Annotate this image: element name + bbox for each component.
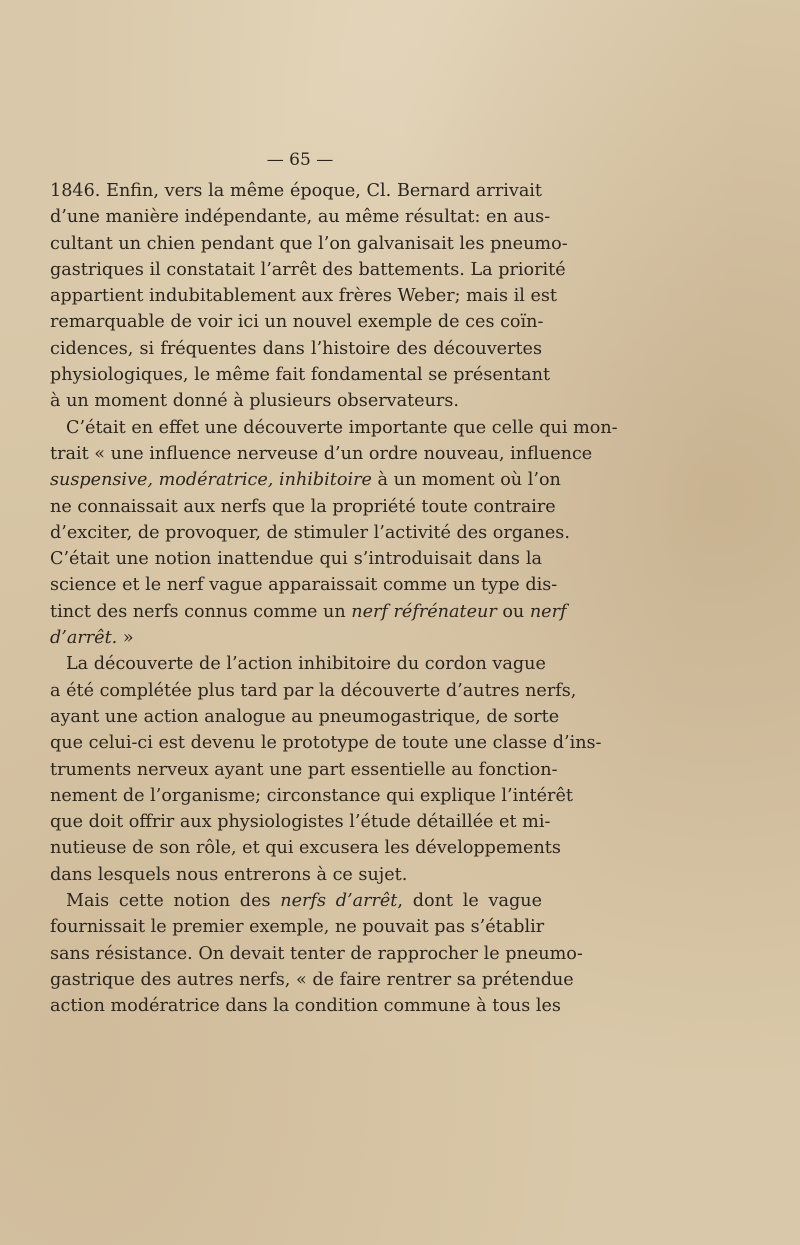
text-line: à un moment donné à plusieurs observateurs. xyxy=(50,391,459,412)
text-line: action modératrice dans la condition commune à tous les xyxy=(50,996,561,1017)
text-line: d’une manière indépendante, au même résultat: en aus- xyxy=(50,207,551,228)
text-line: remarquable de voir ici un nouvel exemple de ces coïn- xyxy=(50,312,544,333)
body-text xyxy=(50,178,618,1020)
text-line: dans lesquels nous entrerons à ce sujet. xyxy=(50,864,408,885)
text-line: gastrique des autres nerfs, « de faire rentrer sa prétendue xyxy=(50,969,574,990)
text-line xyxy=(50,467,561,493)
italic-phrase: nerfs d’arrêt xyxy=(280,891,398,912)
text-line: d’exciter, de provoquer, de stimuler l’activité des organes. xyxy=(50,522,570,543)
text-line: cultant un chien pendant que l’on galvanisait les pneumo- xyxy=(50,233,568,254)
text-line: ayant une action analogue au pneumogastrique, de sorte xyxy=(50,706,560,727)
italic-phrase: nerf xyxy=(529,601,567,622)
text-line xyxy=(50,599,567,625)
text-line: trait « une influence nerveuse d’un ordre nouveau, influence xyxy=(50,443,593,464)
text-fragment: , dont le vague xyxy=(397,891,542,912)
text-fragment: ou xyxy=(496,601,530,622)
text-line: sans résistance. On devait tenter de rapprocher le pneumo- xyxy=(50,943,583,964)
italic-phrase: nerf réfrénateur xyxy=(351,601,497,622)
text-line: ne connaissait aux nerfs que la propriété toute contraire xyxy=(50,496,556,517)
text-line: cidences, si fréquentes dans l’histoire des découvertes xyxy=(50,338,542,359)
text-line xyxy=(50,888,542,914)
text-line: C’était en effet une découverte importante que celle qui mon- xyxy=(66,417,618,438)
text-fragment: à un moment où l’on xyxy=(371,470,561,491)
page-number: — 65 — xyxy=(266,150,334,170)
text-line: nement de l’organisme; circonstance qui explique l’intérêt xyxy=(50,785,573,806)
text-line: que doit offrir aux physiologistes l’étude détaillée et mi- xyxy=(50,812,551,833)
italic-phrase: suspensive, modératrice, inhibitoire xyxy=(50,470,372,491)
text-line: science et le nerf vague apparaissait comme un type dis- xyxy=(50,575,558,596)
text-line xyxy=(50,625,542,651)
text-line: physiologiques, le même fait fondamental se présentant xyxy=(50,365,551,386)
text-line: appartient indubitablement aux frères Weber; mais il est xyxy=(50,286,557,307)
text-line: fournissait le premier exemple, ne pouvait pas s’établir xyxy=(50,917,545,938)
text-fragment: » xyxy=(117,628,134,649)
text-line: La découverte de l’action inhibitoire du cordon vague xyxy=(66,654,546,675)
text-line: a été complétée plus tard par la découverte d’autres nerfs, xyxy=(50,680,577,701)
italic-phrase: d’arrêt. xyxy=(50,628,118,649)
text-line: 1846. Enfin, vers la même époque, Cl. Bernard arrivait xyxy=(50,181,542,201)
text-line: que celui-ci est devenu le prototype de toute une classe d’ins- xyxy=(50,733,602,754)
text-line: nutieuse de son rôle, et qui excusera les développements xyxy=(50,838,561,859)
text-line: gastriques il constatait l’arrêt des battements. La priorité xyxy=(50,259,566,280)
text-fragment: Mais cette notion des xyxy=(66,891,281,912)
text-fragment: tinct des nerfs connus comme un xyxy=(50,601,352,622)
text-line: truments nerveux ayant une part essentielle au fonction- xyxy=(50,759,558,780)
text-line: C’était une notion inattendue qui s’introduisait dans la xyxy=(50,549,542,570)
